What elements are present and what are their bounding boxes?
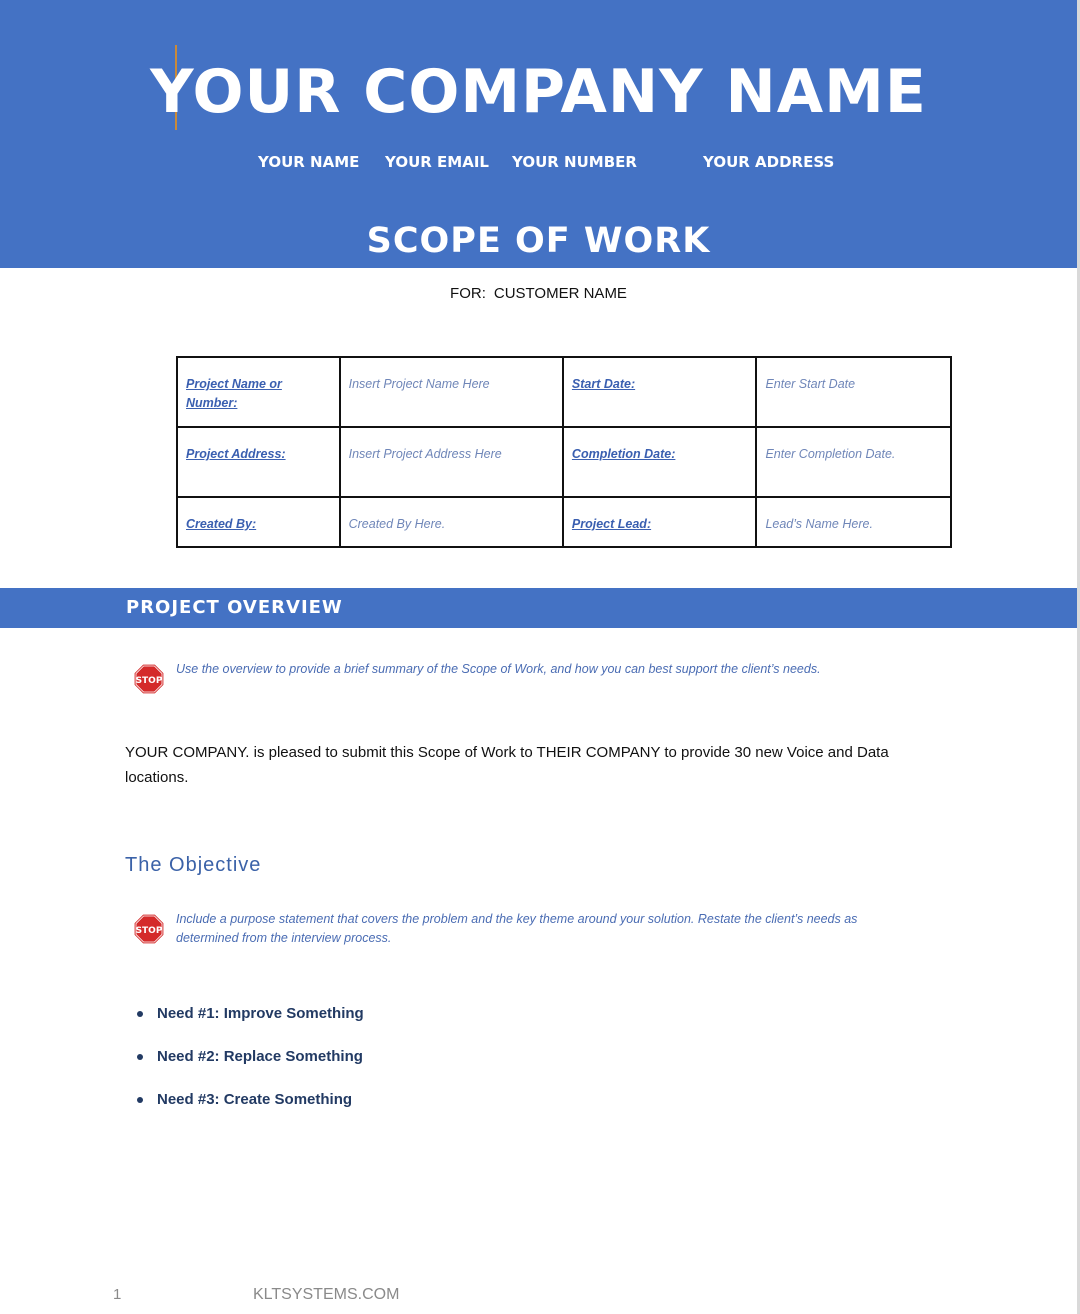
bullet-icon xyxy=(137,1011,143,1017)
need-item-text: Need #3: Create Something xyxy=(157,1091,353,1108)
table-label-cell xyxy=(563,357,757,427)
table-label-cell xyxy=(563,497,757,547)
table-row xyxy=(177,357,951,427)
project-address-label: Project Address: xyxy=(186,447,286,461)
bullet-icon xyxy=(137,1097,143,1103)
overview-body-text[interactable]: YOUR COMPANY. is pleased to submit this Scope of Work to THEIR COMPANY to provide 30 new Voice and Data locations. xyxy=(125,744,889,786)
completion-date-field[interactable] xyxy=(756,427,951,497)
table-label-cell xyxy=(563,427,757,497)
contact-email[interactable]: YOUR EMAIL xyxy=(385,153,489,171)
project-address-value: Insert Project Address Here xyxy=(348,447,502,461)
document-title[interactable]: SCOPE OF WORK xyxy=(366,221,711,261)
start-date-value: Enter Start Date xyxy=(765,377,856,391)
customer-name[interactable]: CUSTOMER NAME xyxy=(493,285,627,302)
completion-date-value: Enter Completion Date. xyxy=(765,447,896,461)
created-by-field[interactable] xyxy=(340,497,563,547)
table-label-cell xyxy=(177,497,340,547)
created-by-label: Created By: xyxy=(186,517,257,531)
project-lead-label: Project Lead: xyxy=(571,517,652,531)
project-lead-field[interactable] xyxy=(756,497,951,547)
project-address-field[interactable] xyxy=(340,427,563,497)
completion-date-label: Completion Date: xyxy=(571,447,676,461)
stop-sign-icon xyxy=(133,913,165,945)
objective-note: Include a purpose statement that covers the problem and the key theme around your solution. Restate the client’s needs as determined from the interview process. xyxy=(176,912,858,945)
table-row xyxy=(177,427,951,497)
project-info-table xyxy=(176,356,952,548)
footer-website[interactable]: KLTSYSTEMS.COM xyxy=(253,1286,400,1303)
for-label: FOR: xyxy=(450,285,486,302)
project-name-value: Insert Project Name Here xyxy=(348,377,490,391)
table-row xyxy=(177,497,951,547)
table-label-cell xyxy=(177,357,340,427)
stop-sign-label: STOP xyxy=(135,676,163,686)
section-title-project-overview[interactable]: PROJECT OVERVIEW xyxy=(126,597,343,618)
stop-sign-label: STOP xyxy=(135,926,163,936)
start-date-label: Start Date: xyxy=(571,377,636,391)
start-date-field[interactable] xyxy=(756,357,951,427)
created-by-value: Created By Here. xyxy=(348,517,446,531)
stop-sign-icon xyxy=(133,663,165,695)
objective-heading[interactable]: The Objective xyxy=(125,854,262,876)
company-name[interactable]: YOUR COMPANY NAME xyxy=(150,57,927,127)
for-line xyxy=(0,284,1077,304)
need-item-text: Need #1: Improve Something xyxy=(157,1005,364,1022)
table-label-cell xyxy=(177,427,340,497)
contact-name[interactable]: YOUR NAME xyxy=(258,153,360,171)
bullet-icon xyxy=(137,1054,143,1060)
project-name-label: Project Name or Number: xyxy=(186,377,282,410)
contact-address[interactable]: YOUR ADDRESS xyxy=(703,153,835,171)
project-name-field[interactable] xyxy=(340,357,563,427)
need-item-text: Need #2: Replace Something xyxy=(157,1048,363,1065)
contact-number[interactable]: YOUR NUMBER xyxy=(512,153,637,171)
project-lead-value: Lead’s Name Here. xyxy=(765,517,873,531)
overview-note: Use the overview to provide a brief summary of the Scope of Work, and how you can best support the client’s needs. xyxy=(176,662,821,676)
footer-page-number: 1 xyxy=(113,1286,122,1303)
